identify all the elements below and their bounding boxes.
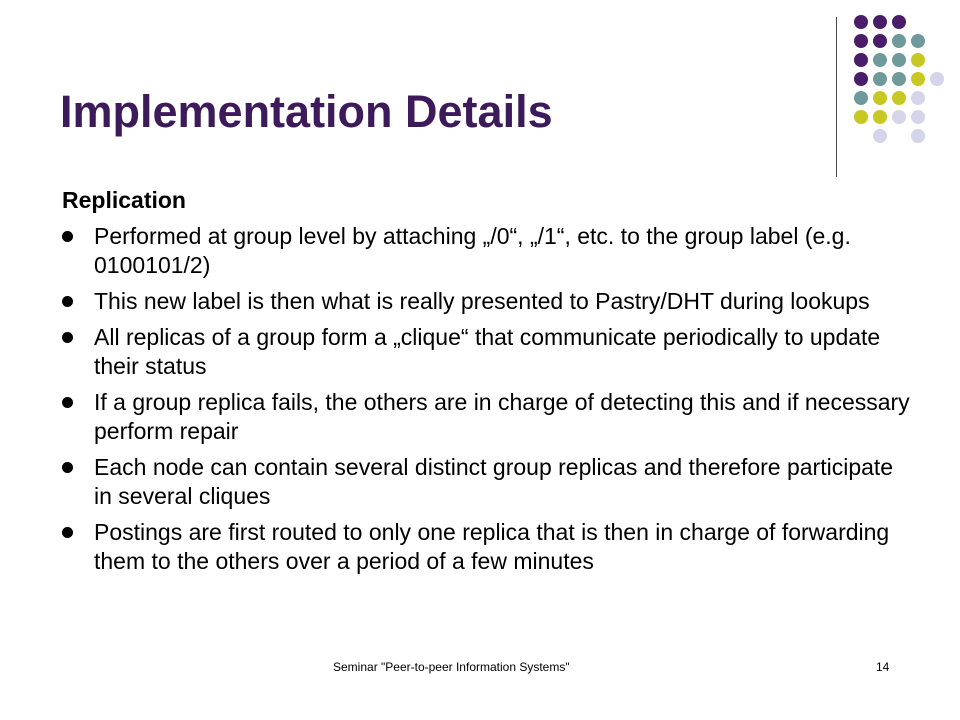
decorative-dot: [911, 129, 925, 143]
decorative-dot: [854, 110, 868, 124]
decorative-dot: [911, 34, 925, 48]
section-heading: Replication: [62, 187, 186, 213]
bullet-dot-icon: [62, 462, 73, 473]
decorative-dot: [873, 91, 887, 105]
page-number: 14: [876, 660, 890, 674]
bullet-dot-icon: [62, 332, 73, 343]
decorative-dot: [892, 53, 906, 67]
decorative-dot: [873, 15, 887, 29]
decorative-dot: [854, 72, 868, 86]
decorative-dot: [873, 110, 887, 124]
bullet-item: [62, 287, 912, 316]
decorative-dot: [873, 129, 887, 143]
decorative-dot: [873, 72, 887, 86]
bullet-text: Each node can contain several distinct group replicas and therefore participate in several cliques: [94, 454, 894, 509]
bullet-text: This new label is then what is really presented to Pastry/DHT during lookups: [94, 288, 870, 314]
decorative-dot: [854, 34, 868, 48]
bullet-item: [62, 518, 912, 576]
bullet-dot-icon: [62, 231, 73, 242]
bullet-item: [62, 453, 912, 511]
slide-title: Implementation Details: [60, 86, 553, 137]
bullet-item: [62, 323, 912, 381]
bullet-dot-icon: [62, 397, 73, 408]
bullet-item: [62, 388, 912, 446]
decorative-dot: [911, 91, 925, 105]
decorative-dot: [854, 15, 868, 29]
bullet-dot-icon: [62, 296, 73, 307]
bullet-dot-icon: [62, 527, 73, 538]
decorative-dot: [911, 53, 925, 67]
bullet-list: [62, 222, 912, 583]
bullet-text: If a group replica fails, the others are in charge of detecting this and if necessary perform repair: [94, 389, 910, 444]
decorative-dot: [911, 110, 925, 124]
decorative-dot: [854, 53, 868, 67]
bullet-text: Performed at group level by attaching „/0“, „/1“, etc. to the group label (e.g. 0100101/2): [94, 223, 851, 278]
bullet-text: Postings are first routed to only one replica that is then in charge of forwarding them to the others over a period of a few minutes: [94, 519, 890, 574]
decorative-dot: [892, 110, 906, 124]
decorative-dot: [892, 91, 906, 105]
bullet-item: [62, 222, 912, 280]
decorative-dot: [873, 53, 887, 67]
footer-text: Seminar "Peer-to-peer Information Systems": [333, 660, 570, 674]
decorative-dot: [892, 72, 906, 86]
vertical-divider: [836, 17, 837, 177]
decorative-dot: [854, 91, 868, 105]
decorative-dot: [892, 34, 906, 48]
decorative-dot: [911, 72, 925, 86]
decorative-dot: [892, 15, 906, 29]
decorative-dot: [930, 72, 944, 86]
decorative-dot: [873, 34, 887, 48]
bullet-text: All replicas of a group form a „clique“ that communicate periodically to update their status: [94, 324, 881, 379]
